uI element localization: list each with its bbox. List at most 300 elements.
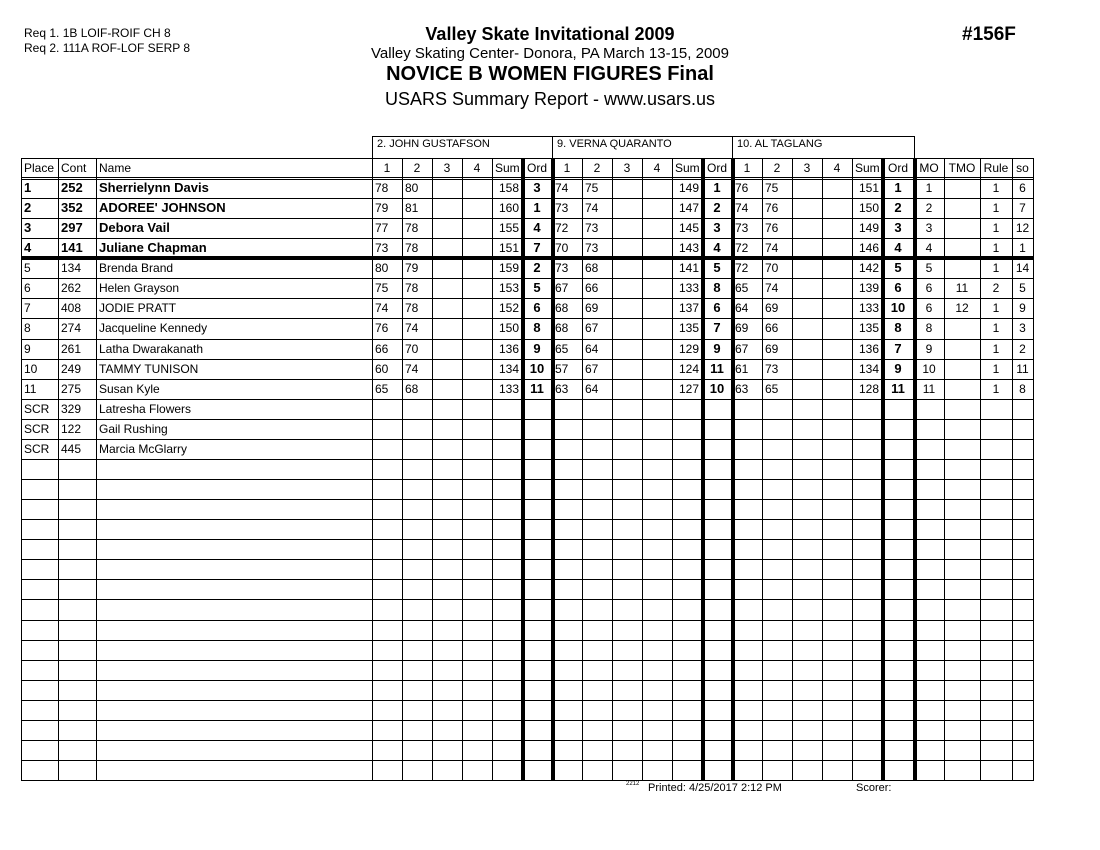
row-judge3-score1: 65 [735, 281, 749, 296]
row-judge2-ord [702, 439, 732, 459]
row-judge1-score3 [432, 278, 462, 298]
row-cont: 141 [61, 240, 83, 256]
row-name: JODIE PRATT [99, 301, 177, 316]
row-judge2-score2: 66 [585, 281, 599, 296]
row-judge2-ord: 8 [713, 280, 721, 296]
row-so: 2 [1019, 341, 1026, 356]
row-place: 3 [24, 220, 32, 236]
row-judge3-score4 [822, 318, 852, 338]
row-rule [980, 439, 1012, 459]
row-tmo [944, 218, 980, 238]
row-judge3-score3 [792, 339, 822, 359]
row-judge1-score2: 74 [405, 361, 419, 376]
row-judge1-score1: 74 [375, 301, 389, 316]
row-judge2-score1: 73 [555, 201, 569, 216]
row-judge3-score3 [792, 379, 822, 399]
row-judge3-sum [852, 399, 882, 419]
column-header-place: Place [24, 161, 55, 175]
row-judge3-score4 [822, 178, 852, 198]
row-so [1012, 419, 1033, 439]
row-judge2-sum [672, 399, 702, 419]
row-judge3-score3 [792, 318, 822, 338]
row-judge1-score4 [462, 198, 492, 218]
row-judge1-score3 [432, 339, 462, 359]
row-so: 12 [1015, 221, 1030, 236]
grid-line [701, 158, 705, 781]
column-header-judge2-2: 3 [623, 161, 631, 175]
grid-line [21, 158, 372, 159]
row-tmo: 11 [955, 281, 969, 296]
row-judge1-sum: 155 [498, 221, 519, 236]
row-judge3-score3 [792, 419, 822, 439]
row-judge2-score2: 64 [585, 341, 599, 356]
row-place: SCR [24, 441, 50, 456]
row-tmo [944, 439, 980, 459]
row-so: 14 [1015, 261, 1030, 276]
grid-line [672, 158, 673, 781]
event-title: Valley Skate Invitational 2009 [425, 24, 675, 44]
row-judge1-score2: 80 [405, 181, 419, 195]
grid-line [980, 158, 981, 781]
row-judge3-sum: 142 [858, 261, 879, 276]
row-judge2-score3 [612, 419, 642, 439]
row-place: SCR [24, 401, 50, 416]
row-tmo [944, 399, 980, 419]
row-judge3-score4 [822, 399, 852, 419]
row-name: Susan Kyle [99, 381, 160, 396]
row-rule: 1 [992, 361, 1000, 376]
row-judge1-ord: 3 [533, 180, 541, 195]
row-judge1-ord: 4 [533, 220, 541, 236]
row-rule: 1 [992, 261, 1000, 276]
row-judge2-score4 [642, 258, 672, 278]
row-judge1-sum: 151 [498, 241, 519, 256]
row-judge2-score2: 69 [585, 301, 599, 316]
row-judge2-score3 [612, 399, 642, 419]
row-cont: 329 [61, 401, 82, 416]
row-judge1-score2 [402, 399, 432, 419]
row-judge3-ord: 9 [894, 360, 902, 376]
row-judge3-score2: 75 [765, 181, 779, 195]
column-header-judge1-0: 1 [383, 161, 391, 175]
row-mo: 2 [925, 201, 933, 216]
row-judge2-sum: 137 [678, 301, 699, 316]
row-judge2-score1: 63 [555, 381, 569, 396]
row-judge2-score4 [642, 379, 672, 399]
row-judge2-ord: 7 [713, 320, 721, 336]
row-judge1-score4 [462, 419, 492, 439]
requirement-1: Req 1. 1B LOIF-ROIF CH 8 [24, 26, 171, 40]
row-judge2-score2: 75 [585, 181, 599, 195]
row-rule: 1 [992, 181, 1000, 195]
row-tmo [944, 359, 980, 379]
row-judge3-score2 [762, 419, 792, 439]
row-mo: 3 [925, 221, 933, 236]
row-judge1-score1: 65 [375, 381, 389, 396]
row-rule: 1 [992, 241, 1000, 256]
row-judge1-score1: 78 [375, 181, 389, 195]
row-judge1-sum: 150 [498, 321, 519, 336]
row-judge2-sum [672, 439, 702, 459]
grid-line [521, 158, 525, 781]
row-judge1-score4 [462, 318, 492, 338]
row-judge3-score4 [822, 419, 852, 439]
row-judge1-score4 [462, 258, 492, 278]
row-judge3-ord: 4 [894, 240, 902, 256]
row-mo: 9 [925, 341, 933, 356]
row-judge2-score3 [612, 218, 642, 238]
grid-line [612, 158, 613, 781]
row-judge3-score2: 76 [765, 201, 779, 216]
row-tmo [944, 318, 980, 338]
grid-line [913, 158, 917, 781]
row-judge3-score3 [792, 178, 822, 198]
row-judge2-score4 [642, 318, 672, 338]
row-judge1-score2 [402, 419, 432, 439]
row-judge2-score3 [612, 339, 642, 359]
row-judge2-score3 [612, 178, 642, 198]
row-cont: 261 [61, 341, 82, 356]
row-rule [980, 419, 1012, 439]
row-name: Latresha Flowers [99, 401, 192, 416]
row-judge2-ord [702, 399, 732, 419]
row-place: 8 [24, 321, 31, 336]
row-judge3-ord [882, 419, 914, 439]
row-judge1-score3 [432, 298, 462, 318]
row-place: 7 [24, 301, 31, 316]
column-header-judge3-5: Ord [887, 161, 908, 175]
row-judge1-score2: 68 [405, 381, 419, 396]
competition-title: NOVICE B WOMEN FIGURES Final [386, 63, 714, 85]
row-mo: 11 [922, 381, 936, 396]
row-place: 9 [24, 341, 31, 356]
row-judge3-score2: 65 [765, 381, 779, 396]
row-judge1-score3 [432, 218, 462, 238]
row-judge1-sum [492, 399, 522, 419]
row-judge3-score2: 73 [765, 361, 779, 376]
row-judge2-score3 [612, 258, 642, 278]
row-judge1-ord: 6 [533, 300, 541, 316]
column-header-judge1-3: 4 [473, 161, 481, 175]
row-judge3-score2: 69 [765, 341, 779, 356]
column-header-judge3-4: Sum [855, 161, 880, 175]
row-judge2-sum: 143 [678, 241, 699, 256]
row-judge3-score2 [762, 439, 792, 459]
column-header-mo: MO [919, 161, 939, 175]
row-so: 9 [1019, 301, 1026, 316]
grid-line [1012, 158, 1013, 781]
row-judge3-score4 [822, 198, 852, 218]
row-judge3-score3 [792, 278, 822, 298]
grid-line [731, 158, 735, 781]
row-judge2-sum: 129 [678, 341, 699, 356]
row-judge3-score1 [732, 419, 762, 439]
row-judge1-score4 [462, 298, 492, 318]
column-header-judge3-3: 4 [833, 161, 841, 175]
row-cont: 122 [61, 421, 82, 436]
row-judge3-score4 [822, 218, 852, 238]
row-cont: 134 [61, 261, 82, 276]
row-rule [980, 399, 1012, 419]
grid-line [852, 158, 853, 781]
row-judge1-score4 [462, 379, 492, 399]
row-judge1-score1 [372, 399, 402, 419]
row-judge1-score4 [462, 218, 492, 238]
row-judge2-score4 [642, 399, 672, 419]
row-judge3-sum [852, 439, 882, 459]
row-so: 6 [1019, 181, 1026, 195]
row-judge2-ord: 10 [709, 380, 725, 396]
row-place: 5 [24, 261, 31, 276]
judge-header-2: 9. VERNA QUARANTO [552, 136, 733, 158]
row-judge3-sum: 128 [858, 381, 879, 396]
row-judge1-score3 [432, 439, 462, 459]
row-judge2-score1: 65 [555, 341, 569, 356]
row-judge2-ord: 9 [713, 340, 721, 356]
row-judge3-sum: 135 [858, 321, 879, 336]
row-judge1-ord: 7 [533, 240, 541, 256]
row-judge3-sum: 139 [858, 281, 879, 296]
row-judge1-score1: 79 [375, 201, 389, 216]
row-mo [914, 439, 944, 459]
row-place: 2 [24, 200, 32, 216]
row-judge3-score3 [792, 198, 822, 218]
row-name: Sherrielynn Davis [99, 180, 209, 195]
grid-line [792, 158, 793, 781]
row-judge1-score2 [402, 439, 432, 459]
grid-line [881, 158, 885, 781]
row-judge3-score4 [822, 278, 852, 298]
grid-line [582, 158, 583, 781]
column-header-judge1-1: 2 [413, 161, 421, 175]
row-tmo [944, 258, 980, 278]
row-place: SCR [24, 421, 50, 436]
row-judge2-score4 [642, 339, 672, 359]
row-cont: 275 [61, 381, 82, 396]
report-title: USARS Summary Report - www.usars.us [384, 89, 716, 109]
row-judge3-score1: 72 [735, 261, 749, 276]
row-judge1-ord: 1 [533, 200, 541, 216]
row-judge3-score4 [822, 339, 852, 359]
row-mo [914, 419, 944, 439]
row-judge2-sum: 124 [678, 361, 699, 376]
row-rule: 2 [992, 281, 1000, 296]
row-judge2-score4 [642, 439, 672, 459]
row-so: 7 [1019, 201, 1026, 216]
row-mo: 8 [925, 321, 933, 336]
row-judge2-score1: 70 [555, 241, 569, 256]
row-judge2-ord: 11 [710, 360, 724, 376]
row-judge3-ord: 2 [894, 200, 902, 216]
row-judge3-score4 [822, 258, 852, 278]
row-cont: 252 [61, 180, 83, 195]
row-judge1-score3 [432, 318, 462, 338]
row-judge1-score3 [432, 178, 462, 198]
row-judge3-score2 [762, 399, 792, 419]
row-judge1-score2: 70 [405, 341, 419, 356]
column-header-rule: Rule [983, 161, 1009, 175]
row-judge2-score1: 72 [555, 221, 569, 236]
row-judge2-score2 [582, 399, 612, 419]
row-judge2-ord: 4 [713, 240, 721, 256]
row-judge1-score4 [462, 439, 492, 459]
row-judge2-sum: 147 [678, 201, 699, 216]
row-judge3-sum: 134 [858, 361, 879, 376]
row-judge3-score1: 74 [735, 201, 749, 216]
column-header-judge1-5: Ord [526, 161, 547, 175]
row-judge1-ord: 10 [529, 360, 545, 376]
row-judge3-ord: 8 [894, 320, 902, 336]
column-header-name: Name [99, 161, 132, 175]
row-judge3-sum: 150 [858, 201, 879, 216]
printed-timestamp: Printed: 4/25/2017 2:12 PM [648, 782, 782, 794]
row-name: ADOREE' JOHNSON [99, 200, 226, 216]
row-mo: 10 [922, 361, 936, 376]
grid-line [58, 158, 59, 781]
row-mo: 4 [925, 241, 933, 256]
row-judge3-score2: 74 [765, 241, 779, 256]
row-judge1-score1: 80 [375, 261, 389, 276]
row-judge3-ord: 11 [891, 380, 905, 396]
column-header-judge3-0: 1 [743, 161, 751, 175]
row-judge2-score1 [552, 399, 582, 419]
row-cont: 274 [61, 321, 82, 336]
row-judge2-score3 [612, 379, 642, 399]
row-judge2-score4 [642, 278, 672, 298]
row-rule: 1 [992, 201, 1000, 216]
row-judge2-score3 [612, 278, 642, 298]
column-header-judge3-1: 2 [773, 161, 781, 175]
row-judge3-score1: 73 [735, 221, 749, 236]
row-rule: 1 [992, 301, 1000, 316]
row-judge3-score1: 67 [735, 341, 749, 356]
column-header-judge2-5: Ord [706, 161, 727, 175]
row-judge2-sum: 149 [678, 181, 699, 195]
row-judge2-score2 [582, 419, 612, 439]
row-judge2-score1: 57 [555, 361, 569, 376]
row-name: Latha Dwarakanath [99, 341, 204, 356]
row-cont: 249 [61, 361, 82, 376]
row-judge1-ord [522, 419, 552, 439]
grid-line [1033, 158, 1034, 781]
row-judge2-sum: 127 [678, 381, 699, 396]
row-so: 3 [1019, 321, 1026, 336]
row-judge2-score3 [612, 298, 642, 318]
row-judge3-sum [852, 419, 882, 439]
row-judge1-sum [492, 419, 522, 439]
row-judge2-sum: 133 [678, 281, 699, 296]
row-judge1-score1: 77 [375, 221, 389, 236]
row-judge1-ord [522, 399, 552, 419]
row-judge3-score3 [792, 359, 822, 379]
row-tmo: 12 [955, 301, 969, 316]
row-judge3-sum: 136 [858, 341, 879, 356]
row-judge1-score3 [432, 198, 462, 218]
row-judge1-score2: 78 [405, 281, 419, 296]
row-judge1-score3 [432, 359, 462, 379]
row-judge1-sum: 159 [498, 261, 519, 276]
row-name: Helen Grayson [99, 281, 180, 296]
row-judge1-sum [492, 439, 522, 459]
grid-line [642, 158, 643, 781]
judge-header-3: 10. AL TAGLANG [732, 136, 915, 158]
row-judge1-score1: 73 [375, 241, 389, 256]
row-judge3-score3 [792, 298, 822, 318]
row-judge1-score2: 81 [405, 201, 419, 216]
row-judge2-score3 [612, 318, 642, 338]
row-place: 10 [24, 361, 38, 376]
row-judge3-score4 [822, 298, 852, 318]
grid-line [96, 158, 97, 781]
grid-line [402, 158, 403, 781]
row-judge1-score3 [432, 379, 462, 399]
row-judge2-score4 [642, 178, 672, 198]
row-cont: 297 [61, 220, 83, 236]
row-judge2-score1: 68 [555, 301, 569, 316]
row-judge2-score4 [642, 218, 672, 238]
column-header-judge2-0: 1 [563, 161, 571, 175]
row-cont: 352 [61, 200, 83, 216]
row-judge1-score1 [372, 419, 402, 439]
row-judge1-score3 [432, 399, 462, 419]
row-name: Marcia McGlarry [99, 441, 188, 456]
footer-code: 2212 [626, 781, 640, 787]
row-judge1-ord [522, 439, 552, 459]
row-judge1-sum: 152 [498, 301, 519, 316]
row-judge1-score2: 79 [405, 261, 419, 276]
row-judge1-score4 [462, 359, 492, 379]
row-judge1-score2: 78 [405, 241, 419, 256]
column-header-judge2-1: 2 [593, 161, 601, 175]
row-judge2-score1: 68 [555, 321, 569, 336]
row-judge3-ord: 7 [894, 340, 902, 356]
row-name: TAMMY TUNISON [99, 361, 199, 376]
row-judge1-sum: 153 [498, 281, 519, 296]
grid-line [944, 158, 945, 781]
row-judge3-sum: 149 [858, 221, 879, 236]
row-judge2-ord: 1 [713, 180, 721, 195]
column-header-judge3-2: 3 [803, 161, 811, 175]
row-judge2-score2: 73 [585, 241, 599, 256]
row-cont: 408 [61, 301, 82, 316]
row-judge2-score4 [642, 419, 672, 439]
row-judge2-sum: 135 [678, 321, 699, 336]
row-judge3-score1: 63 [735, 381, 749, 396]
venue-line: Valley Skating Center- Donora, PA March 13-15, 2009 [371, 45, 729, 62]
grid-line [762, 158, 763, 781]
row-judge3-score3 [792, 218, 822, 238]
column-header-judge2-4: Sum [675, 161, 700, 175]
row-place: 1 [24, 180, 32, 195]
row-judge1-sum: 136 [498, 341, 519, 356]
requirement-2: Req 2. 111A ROF-LOF SERP 8 [24, 41, 191, 55]
judge-header-1: 2. JOHN GUSTAFSON [372, 136, 553, 158]
column-header-judge2-3: 4 [653, 161, 661, 175]
row-judge1-score2: 74 [405, 321, 419, 336]
row-judge2-ord: 6 [713, 300, 721, 316]
row-judge1-score2: 78 [405, 221, 419, 236]
row-rule: 1 [992, 321, 1000, 336]
row-judge3-ord [882, 399, 914, 419]
row-judge3-ord: 10 [890, 300, 906, 316]
row-judge3-score1 [732, 399, 762, 419]
row-so: 8 [1019, 381, 1026, 396]
row-tmo [944, 178, 980, 198]
row-judge2-ord: 3 [713, 220, 721, 236]
row-judge2-score2: 67 [585, 361, 599, 376]
row-judge1-score4 [462, 399, 492, 419]
row-place: 4 [24, 240, 32, 256]
